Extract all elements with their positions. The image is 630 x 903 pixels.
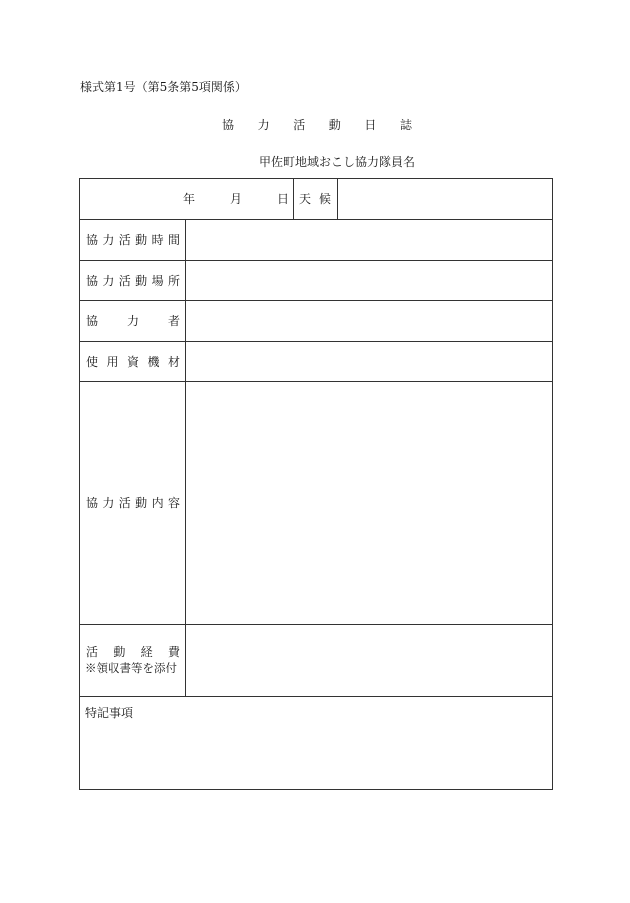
document-title	[222, 117, 412, 133]
weather-field[interactable]	[338, 179, 553, 219]
year-label: 年	[183, 192, 196, 206]
label-char: 協	[86, 274, 99, 288]
label-char: 活	[118, 274, 131, 288]
label-char: 容	[167, 496, 180, 510]
remarks-field[interactable]	[80, 724, 553, 789]
day-label: 日	[276, 192, 289, 206]
label-char: 用	[106, 355, 119, 369]
label-char: 活	[118, 496, 131, 510]
label-char: 力	[102, 233, 115, 247]
label-char: 動	[113, 645, 126, 659]
title-char: 活	[293, 118, 306, 132]
label-char: 内	[151, 496, 164, 510]
activity-time-field[interactable]	[186, 220, 553, 260]
title-char: 力	[257, 118, 270, 132]
label-char: 資	[126, 355, 139, 369]
label-char: 力	[126, 314, 139, 328]
cooperator-label	[86, 313, 180, 329]
label-char: 活	[86, 645, 99, 659]
title-char: 動	[328, 118, 341, 132]
label-char: 使	[86, 355, 99, 369]
date-labels	[183, 191, 289, 207]
equipment-label	[86, 354, 180, 370]
column-divider	[293, 179, 294, 219]
title-char: 協	[222, 118, 235, 132]
label-char: 者	[167, 314, 180, 328]
weather-label	[299, 191, 331, 207]
label-char: 材	[167, 355, 180, 369]
label-char: 力	[102, 274, 115, 288]
remarks-label: 特記事項	[85, 706, 134, 720]
activity-place-label	[86, 273, 180, 289]
receipt-note: ※領収書等を添付	[85, 661, 177, 675]
activity-time-label	[86, 232, 180, 248]
month-label: 月	[229, 192, 242, 206]
member-name-label: 甲佐町地域おこし協力隊員名	[259, 155, 416, 169]
activity-log-table	[79, 178, 553, 790]
equipment-field[interactable]	[186, 342, 553, 381]
weather-char: 候	[318, 192, 331, 206]
row-divider	[80, 696, 552, 697]
title-char: 誌	[399, 118, 412, 132]
activity-content-field[interactable]	[186, 382, 553, 624]
label-char: 時	[151, 233, 164, 247]
label-char: 経	[140, 645, 153, 659]
weather-char: 天	[299, 192, 312, 206]
label-char: 動	[135, 274, 148, 288]
activity-place-field[interactable]	[186, 261, 553, 300]
title-char: 日	[364, 118, 377, 132]
label-char: 動	[135, 496, 148, 510]
activity-expense-field[interactable]	[186, 625, 553, 696]
label-char: 場	[151, 274, 164, 288]
activity-content-label	[86, 495, 180, 511]
label-char: 協	[86, 314, 99, 328]
label-char: 間	[167, 233, 180, 247]
label-char: 協	[86, 496, 99, 510]
label-char: 所	[167, 274, 180, 288]
label-char: 力	[102, 496, 115, 510]
activity-expense-label	[86, 644, 180, 660]
form-number: 様式第1号（第5条第5項関係）	[80, 80, 247, 94]
cooperator-field[interactable]	[186, 301, 553, 341]
label-char: 機	[147, 355, 160, 369]
label-char: 動	[135, 233, 148, 247]
label-char: 活	[118, 233, 131, 247]
label-char: 費	[167, 645, 180, 659]
label-char: 協	[86, 233, 99, 247]
